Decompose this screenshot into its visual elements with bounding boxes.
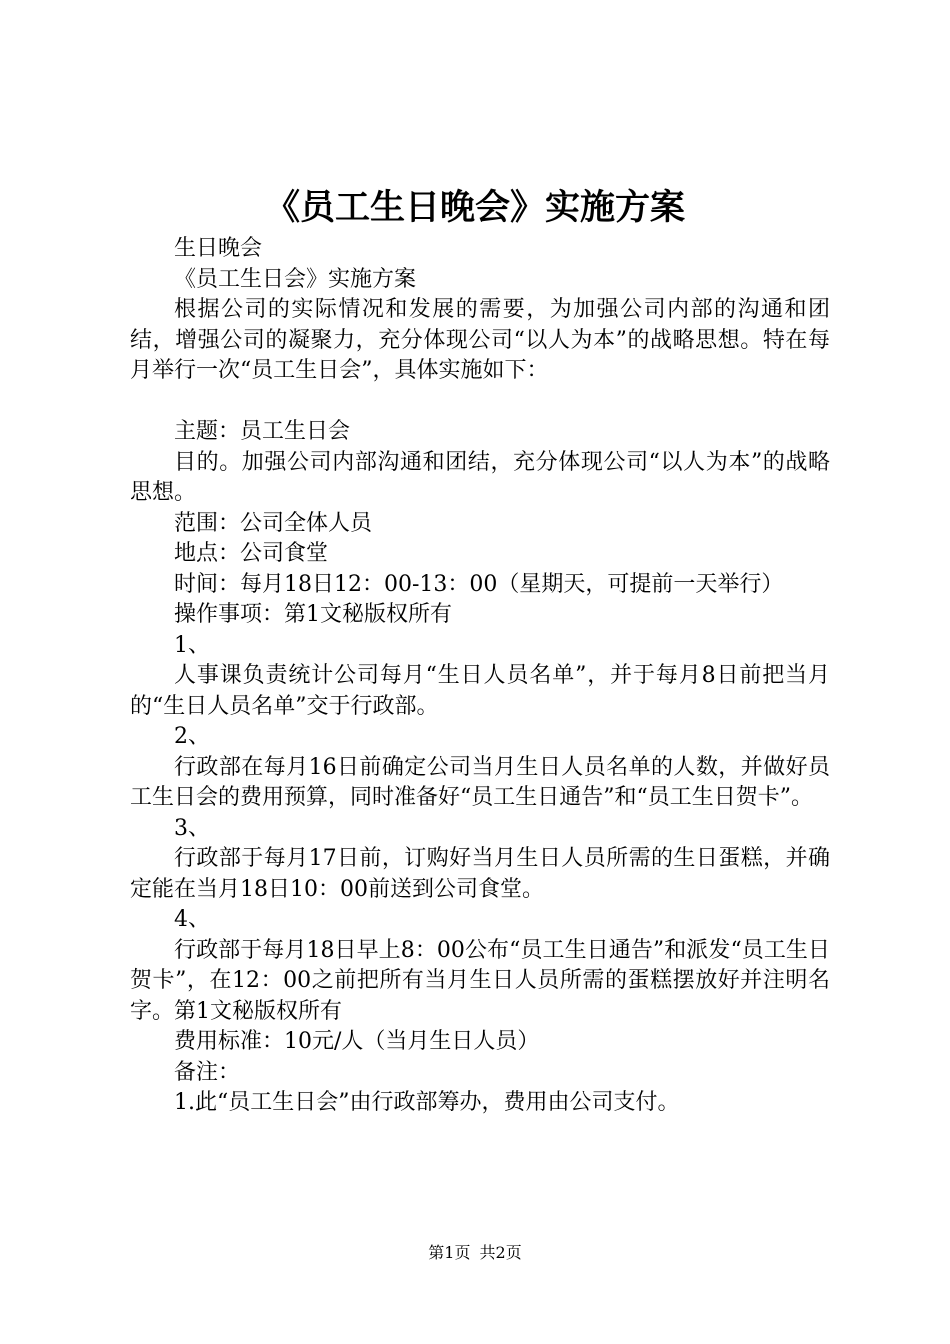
paragraph-time: 时间：每月18日12：00-13：00（星期天，可提前一天举行） <box>174 571 784 597</box>
paragraph-scope: 范围：公司全体人员 <box>174 510 373 536</box>
paragraph-step-2: 行政部在每月16日前确定公司当月生日人员名单的人数，并做好员工生日会的费用预算，同时准备好“员工生日通告”和“员工生日贺卡”。 <box>130 754 830 810</box>
paragraph-location: 地点：公司食堂 <box>174 541 329 566</box>
list-number-4: 4、 <box>174 907 210 932</box>
list-number-2: 2、 <box>174 724 210 749</box>
document-title: 《员工生日晚会》实施方案 <box>264 187 685 228</box>
page-footer <box>0 1241 950 1265</box>
paragraph-operations: 操作事项：第1文秘版权所有 <box>174 602 452 627</box>
paragraph-notes-label: 备注： <box>174 1059 241 1085</box>
paragraph-theme: 主题：员工生日会 <box>174 419 351 444</box>
paragraph-plan-title: 《员工生日会》实施方案 <box>174 266 417 292</box>
paragraph-step-1: 人事课负责统计公司每月“生日人员名单”，并于每月8日前把当月的“生日人员名单”交于行政部。 <box>130 663 830 719</box>
paragraph-subtitle: 生日晚会 <box>174 236 263 261</box>
paragraph-cost: 费用标准：10元/人（当月生日人员） <box>174 1029 540 1054</box>
page-total: 共2页 <box>479 1243 522 1262</box>
paragraph-step-3: 行政部于每月17日前，订购好当月生日人员所需的生日蛋糕，并确定能在当月18日10：00前送到公司食堂。 <box>130 846 830 902</box>
paragraph-intro: 根据公司的实际情况和发展的需要，为加强公司内部的沟通和团结，增强公司的凝聚力，充分体现公司“以人为本”的战略思想。特在每月举行一次“员工生日会”，具体实施如下： <box>130 297 830 383</box>
paragraph-note-1: 1.此“员工生日会”由行政部筹办，费用由公司支付。 <box>174 1090 680 1115</box>
document-body <box>130 234 830 1119</box>
paragraph-purpose: 目的。加强公司内部沟通和团结，充分体现公司“以人为本”的战略思想。 <box>130 449 830 505</box>
paragraph-step-4: 行政部于每月18日早上8：00公布“员工生日通告”和派发“员工生日贺卡”，在12：00之前把所有当月生日人员所需的蛋糕摆放好并注明名字。第1文秘版权所有 <box>130 937 830 1024</box>
page-number: 第1页 <box>428 1243 471 1262</box>
list-number-1: 1、 <box>174 632 210 658</box>
list-number-3: 3、 <box>174 815 210 841</box>
blank-line <box>130 387 830 418</box>
